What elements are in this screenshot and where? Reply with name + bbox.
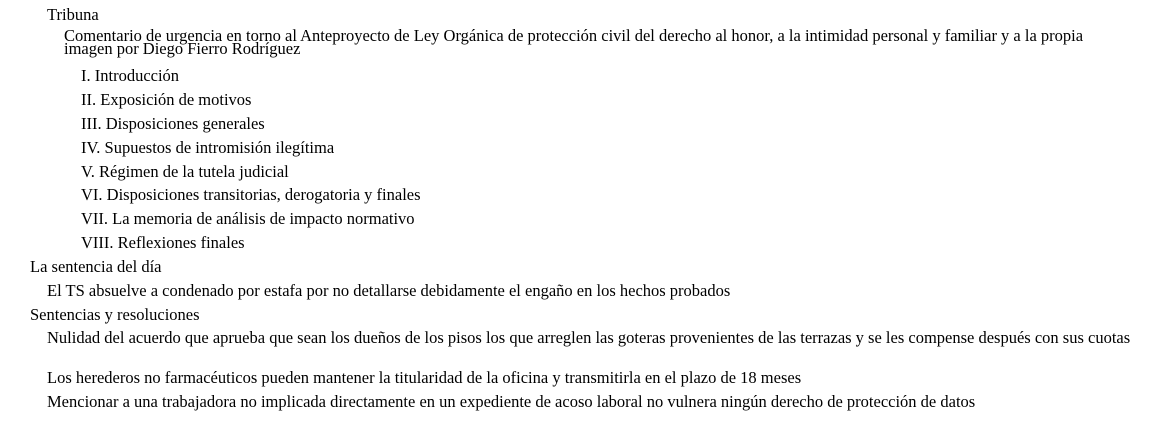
toc-article-item[interactable]: Los herederos no farmacéuticos pueden mantener la titularidad de la oficina y transmitirla en el plazo de 18 meses: [47, 368, 802, 387]
toc-subsection-item[interactable]: IV. Supuestos de intromisión ilegítima: [81, 138, 335, 157]
toc-subsection-item[interactable]: VIII. Reflexiones finales: [81, 233, 245, 252]
toc-subsection-item[interactable]: III. Disposiciones generales: [81, 114, 265, 133]
toc-article-item[interactable]: El TS absuelve a condenado por estafa por no detallarse debidamente el engaño en los hechos probados: [47, 281, 731, 300]
section-heading-tribuna[interactable]: Tribuna: [47, 5, 99, 24]
toc-subsection-item[interactable]: V. Régimen de la tutela judicial: [81, 162, 289, 181]
toc-article-item[interactable]: Mencionar a una trabajadora no implicada directamente en un expediente de acoso laboral no vulnera ningún derecho de protección de datos: [47, 392, 976, 411]
toc-article-title[interactable]: Comentario de urgencia en torno al Anteproyecto de Ley Orgánica de protección civil del derecho al honor, a la intimidad personal y familiar y a la propia imagen por Diego Fierro Rodríguez: [64, 26, 1084, 58]
toc-article-item[interactable]: Nulidad del acuerdo que aprueba que sean los dueños de los pisos los que arreglen las goteras provenientes de las terrazas y se les compense después con sus cuotas: [47, 328, 1131, 347]
section-heading-sentencia-del-dia[interactable]: La sentencia del día: [30, 257, 162, 276]
section-heading-sentencias-resoluciones[interactable]: Sentencias y resoluciones: [30, 305, 200, 324]
toc-subsection-item[interactable]: VI. Disposiciones transitorias, derogatoria y finales: [81, 185, 421, 204]
toc-subsection-item[interactable]: VII. La memoria de análisis de impacto normativo: [81, 209, 415, 228]
toc-subsection-item[interactable]: I. Introducción: [81, 66, 180, 85]
toc-subsection-item[interactable]: II. Exposición de motivos: [81, 90, 252, 109]
